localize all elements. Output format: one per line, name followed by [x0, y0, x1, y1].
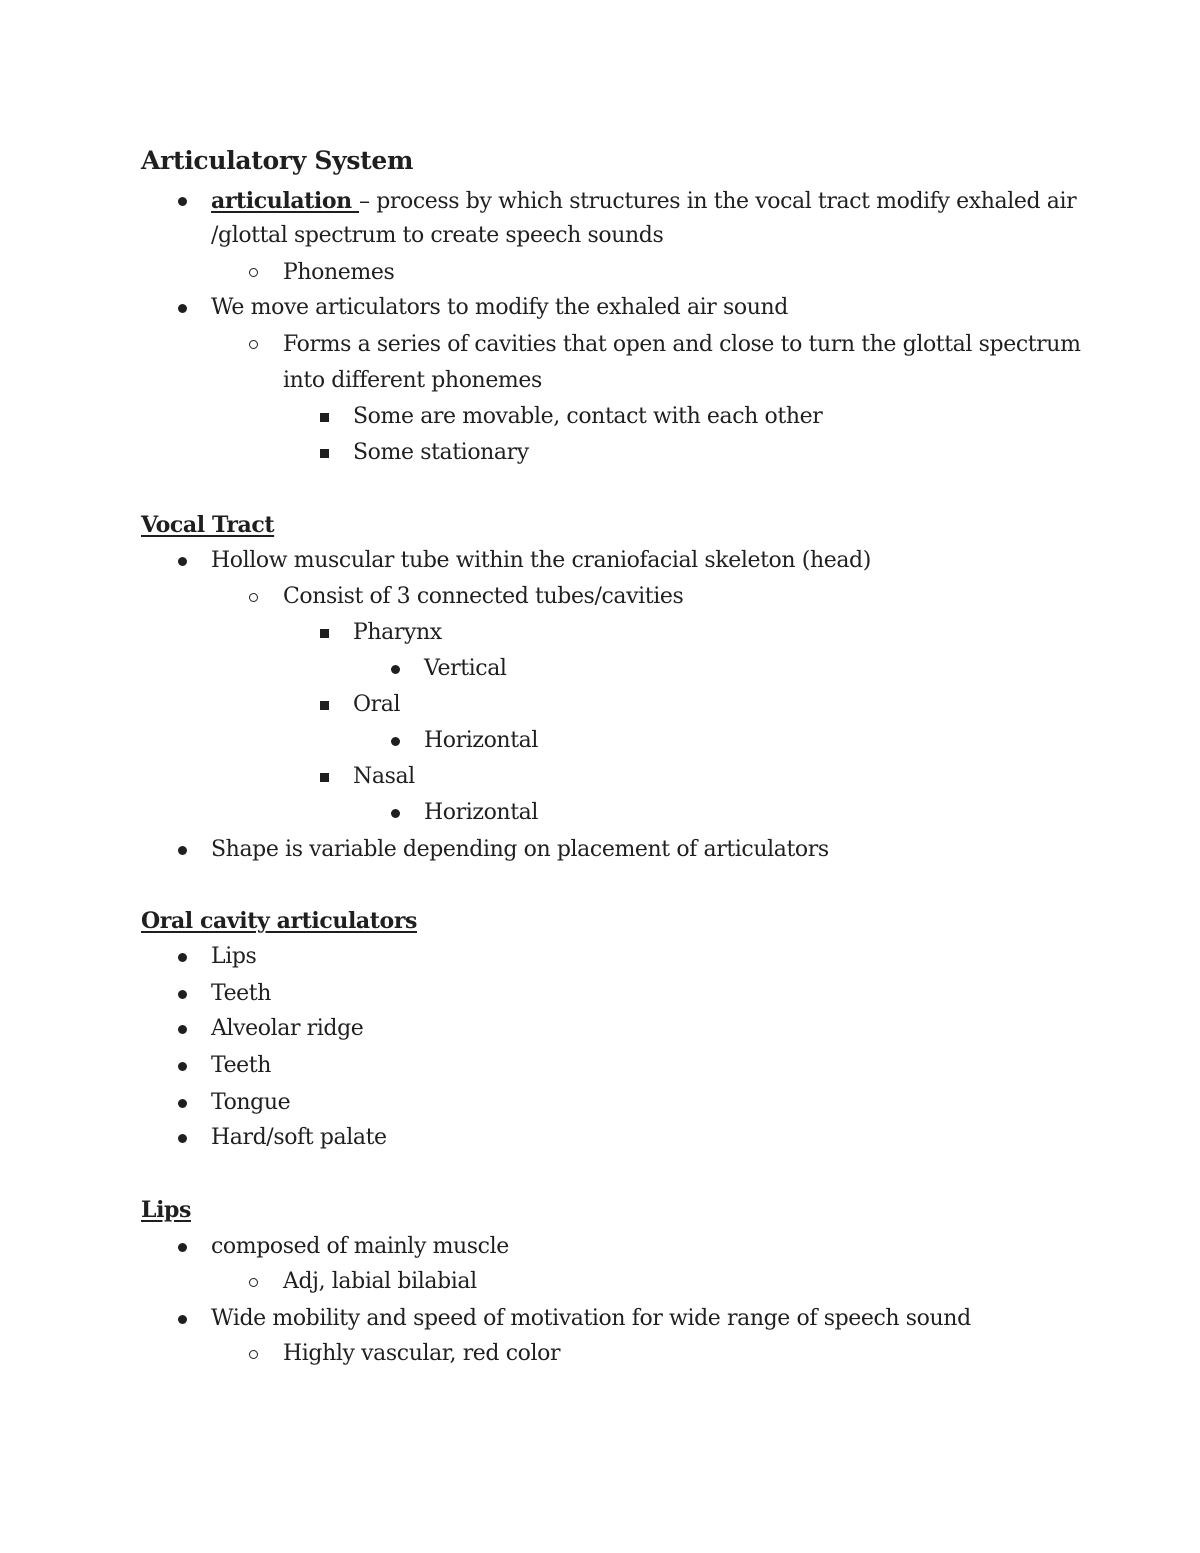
- list-item: Some stationary: [353, 440, 529, 465]
- section-heading-lips: Lips: [141, 1197, 191, 1223]
- list-item: Wide mobility and speed of motivation for wide range of speech sound: [211, 1306, 971, 1331]
- definition-text: – process by which structures in the vocal tract modify exhaled air: [359, 189, 1077, 214]
- bullet-square-icon: [320, 413, 329, 422]
- bullet-disc-icon: [178, 197, 187, 206]
- list-item: Tongue: [211, 1090, 291, 1115]
- bullet-square-icon: [320, 449, 329, 458]
- bullet-disc-icon: [391, 665, 400, 674]
- section-heading-oral-cavity: Oral cavity articulators: [141, 908, 418, 934]
- list-item: Nasal: [353, 764, 415, 789]
- bullet-disc-icon: [178, 557, 187, 566]
- list-item: Phonemes: [283, 260, 395, 285]
- list-item: [211, 186, 1076, 217]
- bullet-disc-icon: [178, 1025, 187, 1034]
- bullet-disc-icon: [178, 304, 187, 313]
- bullet-disc-icon: [178, 1315, 187, 1324]
- list-item: Adj, labial bilabial: [283, 1269, 477, 1294]
- bullet-disc-icon: [391, 809, 400, 818]
- term-articulation: articulation: [211, 188, 360, 214]
- bullet-disc-icon: [178, 953, 187, 962]
- list-item: Hard/soft palate: [211, 1125, 387, 1150]
- bullet-disc-icon: [178, 1099, 187, 1108]
- section-heading-vocal-tract: Vocal Tract: [141, 512, 275, 538]
- list-item: Horizontal: [424, 728, 538, 753]
- bullet-circle-icon: [249, 1278, 258, 1287]
- bullet-disc-icon: [391, 737, 400, 746]
- list-item: We move articulators to modify the exhaled air sound: [211, 295, 788, 320]
- list-item: Teeth: [211, 981, 272, 1006]
- bullet-square-icon: [320, 701, 329, 710]
- list-item: Oral: [353, 692, 401, 717]
- list-item: Pharynx: [353, 620, 442, 645]
- list-item: Horizontal: [424, 800, 538, 825]
- list-item: Hollow muscular tube within the craniofacial skeleton (head): [211, 548, 871, 573]
- list-item-continuation: into different phonemes: [283, 368, 542, 393]
- list-item: Some are movable, contact with each other: [353, 404, 823, 429]
- bullet-circle-icon: [249, 593, 258, 602]
- bullet-disc-icon: [178, 1134, 187, 1143]
- list-item: Consist of 3 connected tubes/cavities: [283, 584, 684, 609]
- list-item: Lips: [211, 944, 257, 969]
- list-item: Highly vascular, red color: [283, 1341, 561, 1366]
- bullet-disc-icon: [178, 846, 187, 855]
- list-item: Forms a series of cavities that open and close to turn the glottal spectrum: [283, 332, 1081, 357]
- bullet-disc-icon: [178, 990, 187, 999]
- list-item: Vertical: [424, 656, 507, 681]
- bullet-circle-icon: [249, 268, 258, 277]
- bullet-square-icon: [320, 773, 329, 782]
- list-item-continuation: /glottal spectrum to create speech sounds: [211, 223, 664, 248]
- page-title: Articulatory System: [141, 146, 414, 175]
- list-item: Shape is variable depending on placement of articulators: [211, 837, 829, 862]
- bullet-square-icon: [320, 629, 329, 638]
- bullet-circle-icon: [249, 1350, 258, 1359]
- list-item: Teeth: [211, 1053, 272, 1078]
- list-item: composed of mainly muscle: [211, 1234, 509, 1259]
- bullet-disc-icon: [178, 1062, 187, 1071]
- bullet-circle-icon: [249, 340, 258, 349]
- bullet-disc-icon: [178, 1243, 187, 1252]
- list-item: Alveolar ridge: [211, 1016, 364, 1041]
